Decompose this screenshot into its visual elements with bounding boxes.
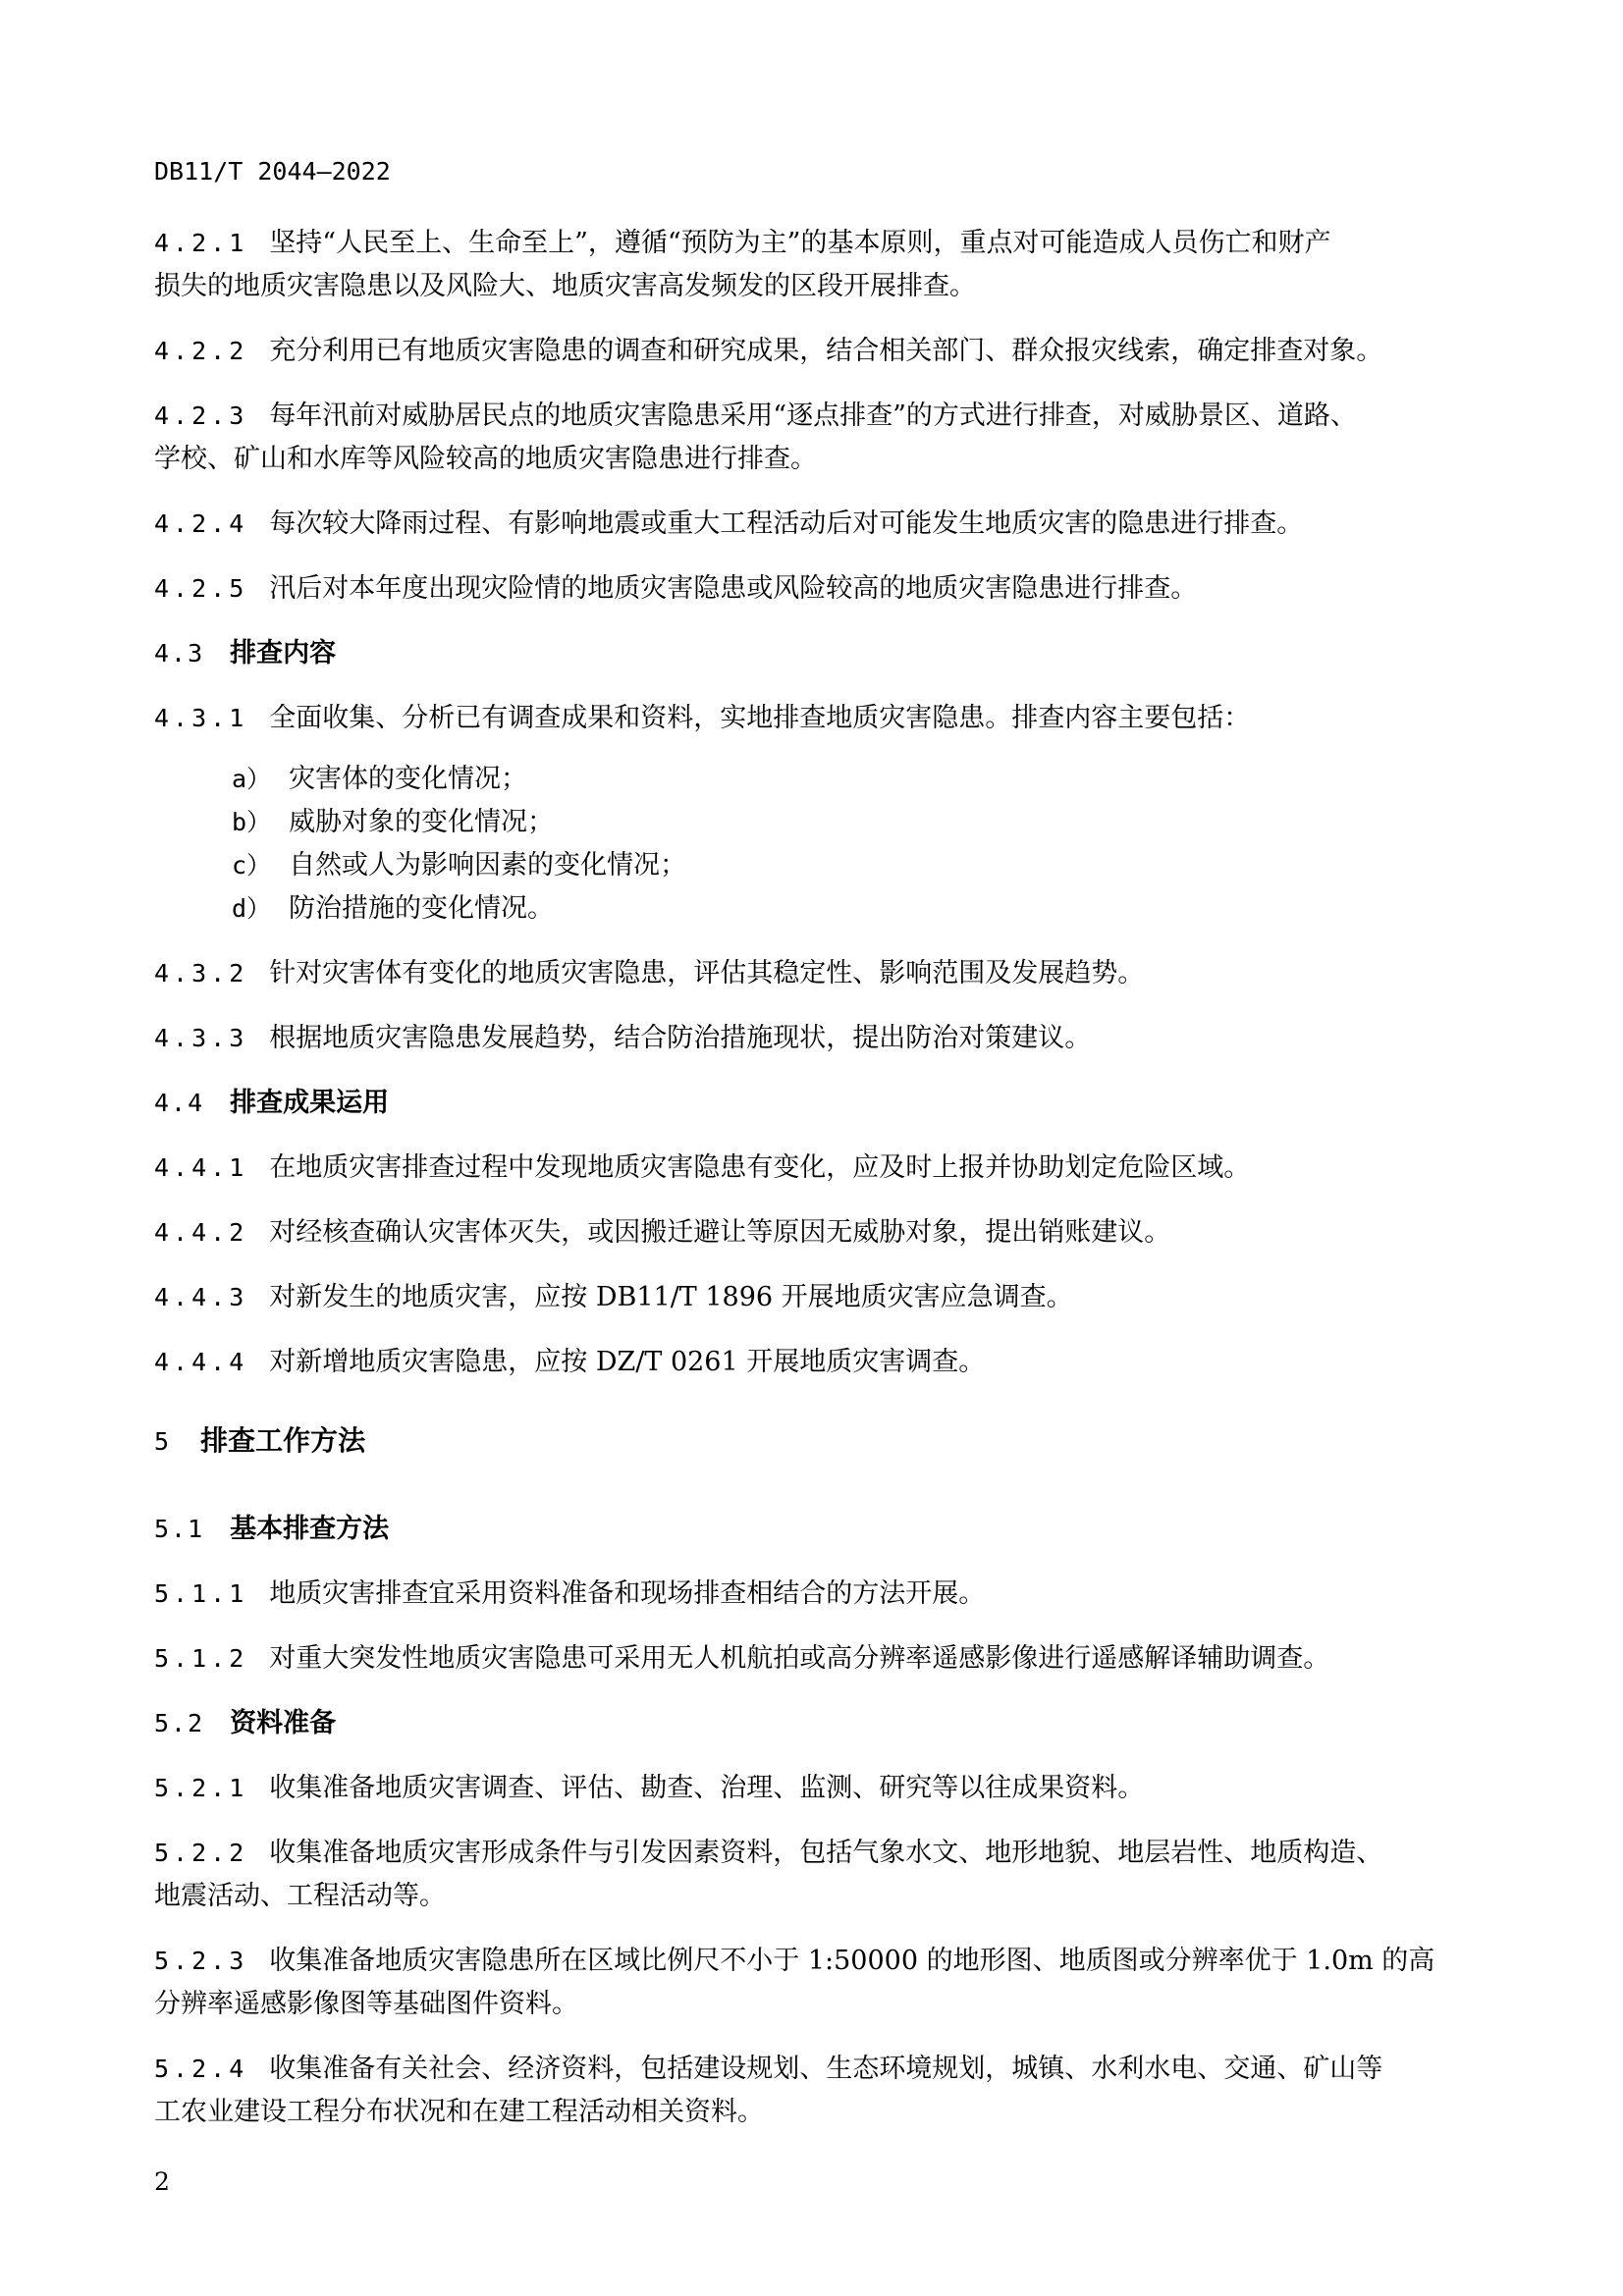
section-4-3-heading	[154, 632, 336, 675]
clause-text: 对经核查确认灾害体灭失，或因搬迁避让等原因无威胁对象，提出销账建议。	[269, 1217, 1171, 1248]
clause-5-2-2-cont: 地震活动、工程活动等。	[154, 1881, 446, 1911]
clause-number: 4.3.2	[154, 959, 248, 988]
clause-5-1-2	[154, 1637, 1329, 1681]
clause-4-3-1	[154, 697, 1250, 740]
clause-5-2-3-cont: 分辨率遥感影像图等基础图件资料。	[154, 1989, 578, 2019]
clause-4-4-4	[154, 1341, 985, 1384]
clause-number: 4.4.1	[154, 1153, 248, 1182]
section-title: 排查成果运用	[230, 1088, 390, 1118]
clause-number: 4.2.5	[154, 574, 248, 603]
section-title: 基本排查方法	[230, 1514, 390, 1544]
clause-5-2-4	[154, 2048, 1382, 2091]
clause-4-4-3	[154, 1276, 1073, 1319]
list-item-text: 威胁对象的变化情况；	[289, 807, 555, 837]
clause-4-2-3-cont: 学校、矿山和水库等风险较高的地质灾害隐患进行排查。	[154, 444, 817, 474]
clause-number: 4.3.3	[154, 1024, 248, 1052]
section-4-4-heading	[154, 1082, 389, 1125]
section-5-1-heading	[154, 1508, 389, 1551]
list-item-label: c）	[232, 851, 272, 880]
clause-5-2-1	[154, 1767, 1144, 1810]
clause-4-3-3	[154, 1017, 1091, 1060]
clause-number: 5.2.1	[154, 1774, 248, 1802]
clause-4-4-2	[154, 1211, 1170, 1255]
clause-number: 5.1.2	[154, 1644, 248, 1673]
clause-text: 坚持“人民至上、生命至上”，遵循“预防为主”的基本原则，重点对可能造成人员伤亡和财产	[269, 228, 1331, 258]
clause-number: 4.4.2	[154, 1218, 248, 1247]
chapter-5-heading	[154, 1419, 365, 1464]
clause-text: 对新发生的地质灾害，应按 DB11/T 1896 开展地质灾害应急调查。	[269, 1282, 1073, 1312]
clause-number: 4.3.1	[154, 704, 248, 732]
section-number: 4.4	[154, 1089, 205, 1117]
list-item-label: d）	[232, 894, 272, 923]
clause-text: 全面收集、分析已有调查成果和资料，实地排查地质灾害隐患。排查内容主要包括：	[269, 703, 1251, 733]
clause-number: 4.4.3	[154, 1283, 248, 1311]
clause-4-2-5	[154, 567, 1197, 611]
clause-text: 地质灾害排查宜采用资料准备和现场排查相结合的方法开展。	[269, 1578, 986, 1609]
list-item-label: b）	[232, 808, 272, 836]
clause-number: 4.2.2	[154, 337, 248, 365]
list-item-text: 灾害体的变化情况；	[289, 764, 528, 794]
clause-number: 4.2.3	[154, 401, 248, 430]
section-title: 资料准备	[230, 1708, 337, 1738]
clause-text: 收集准备地质灾害调查、评估、勘查、治理、监测、研究等以往成果资料。	[269, 1773, 1145, 1803]
section-title: 排查内容	[230, 638, 337, 668]
list-item-c	[232, 844, 686, 887]
clause-number: 5.2.4	[154, 2055, 248, 2083]
clause-text: 在地质灾害排查过程中发现地质灾害隐患有变化，应及时上报并协助划定危险区域。	[269, 1152, 1251, 1183]
clause-number: 5.1.1	[154, 1579, 248, 1608]
section-number: 5.1	[154, 1515, 205, 1543]
section-number: 4.3	[154, 639, 205, 667]
clause-text: 充分利用已有地质灾害隐患的调查和研究成果，结合相关部门、群众报灾线索，确定排查对象。	[269, 336, 1383, 366]
list-item-a	[232, 758, 527, 801]
clause-4-4-1	[154, 1147, 1250, 1190]
chapter-number: 5	[154, 1427, 174, 1456]
clause-5-2-4-cont: 工农业建设工程分布状况和在建工程活动相关资料。	[154, 2097, 764, 2127]
clause-text: 每次较大降雨过程、有影响地震或重大工程活动后对可能发生地质灾害的隐患进行排查。	[269, 508, 1304, 539]
clause-4-2-3	[154, 395, 1357, 438]
list-item-text: 防治措施的变化情况。	[289, 893, 555, 924]
clause-5-2-3	[154, 1940, 1434, 1983]
clause-4-2-4	[154, 503, 1303, 546]
clause-number: 4.2.1	[154, 229, 248, 257]
clause-5-2-2	[154, 1832, 1382, 1875]
clause-number: 4.2.4	[154, 509, 248, 538]
clause-text: 每年汛前对威胁居民点的地质灾害隐患采用“逐点排查”的方式进行排查，对威胁景区、道路、	[269, 400, 1357, 431]
clause-text: 根据地质灾害隐患发展趋势，结合防治措施现状，提出防治对策建议。	[269, 1023, 1092, 1053]
clause-text: 收集准备地质灾害隐患所在区域比例尺不小于 1:50000 的地形图、地质图或分辨率优于 1.0m 的高	[269, 1946, 1435, 1976]
document-header: DB11/T 2044—2022	[154, 157, 391, 186]
clause-text: 收集准备地质灾害形成条件与引发因素资料，包括气象水文、地形地貌、地层岩性、地质构造、	[269, 1838, 1383, 1868]
clause-text: 对重大突发性地质灾害隐患可采用无人机航拍或高分辨率遥感影像进行遥感解译辅助调查。	[269, 1643, 1330, 1674]
chapter-title: 排查工作方法	[200, 1424, 366, 1457]
clause-text: 收集准备有关社会、经济资料，包括建设规划、生态环境规划，城镇、水利水电、交通、矿山等	[269, 2054, 1383, 2084]
section-number: 5.2	[154, 1709, 205, 1737]
clause-4-2-2	[154, 330, 1382, 373]
clause-5-1-1	[154, 1573, 985, 1616]
clause-4-3-2	[154, 952, 1144, 995]
section-5-2-heading	[154, 1702, 336, 1745]
clause-number: 5.2.2	[154, 1839, 248, 1867]
list-item-label: a）	[232, 765, 272, 793]
page-number: 2	[154, 2167, 170, 2196]
clause-4-2-1	[154, 222, 1330, 265]
clause-number: 4.4.4	[154, 1348, 248, 1376]
clause-4-2-1-cont: 损失的地质灾害隐患以及风险大、地质灾害高发频发的区段开展排查。	[154, 271, 976, 301]
list-item-text: 自然或人为影响因素的变化情况；	[289, 850, 687, 881]
list-item-b	[232, 801, 554, 844]
clause-number: 5.2.3	[154, 1947, 248, 1975]
clause-text: 汛后对本年度出现灾险情的地质灾害隐患或风险较高的地质灾害隐患进行排查。	[269, 573, 1198, 604]
list-item-d	[232, 887, 554, 931]
clause-text: 对新增地质灾害隐患，应按 DZ/T 0261 开展地质灾害调查。	[269, 1347, 986, 1377]
clause-text: 针对灾害体有变化的地质灾害隐患，评估其稳定性、影响范围及发展趋势。	[269, 958, 1145, 988]
